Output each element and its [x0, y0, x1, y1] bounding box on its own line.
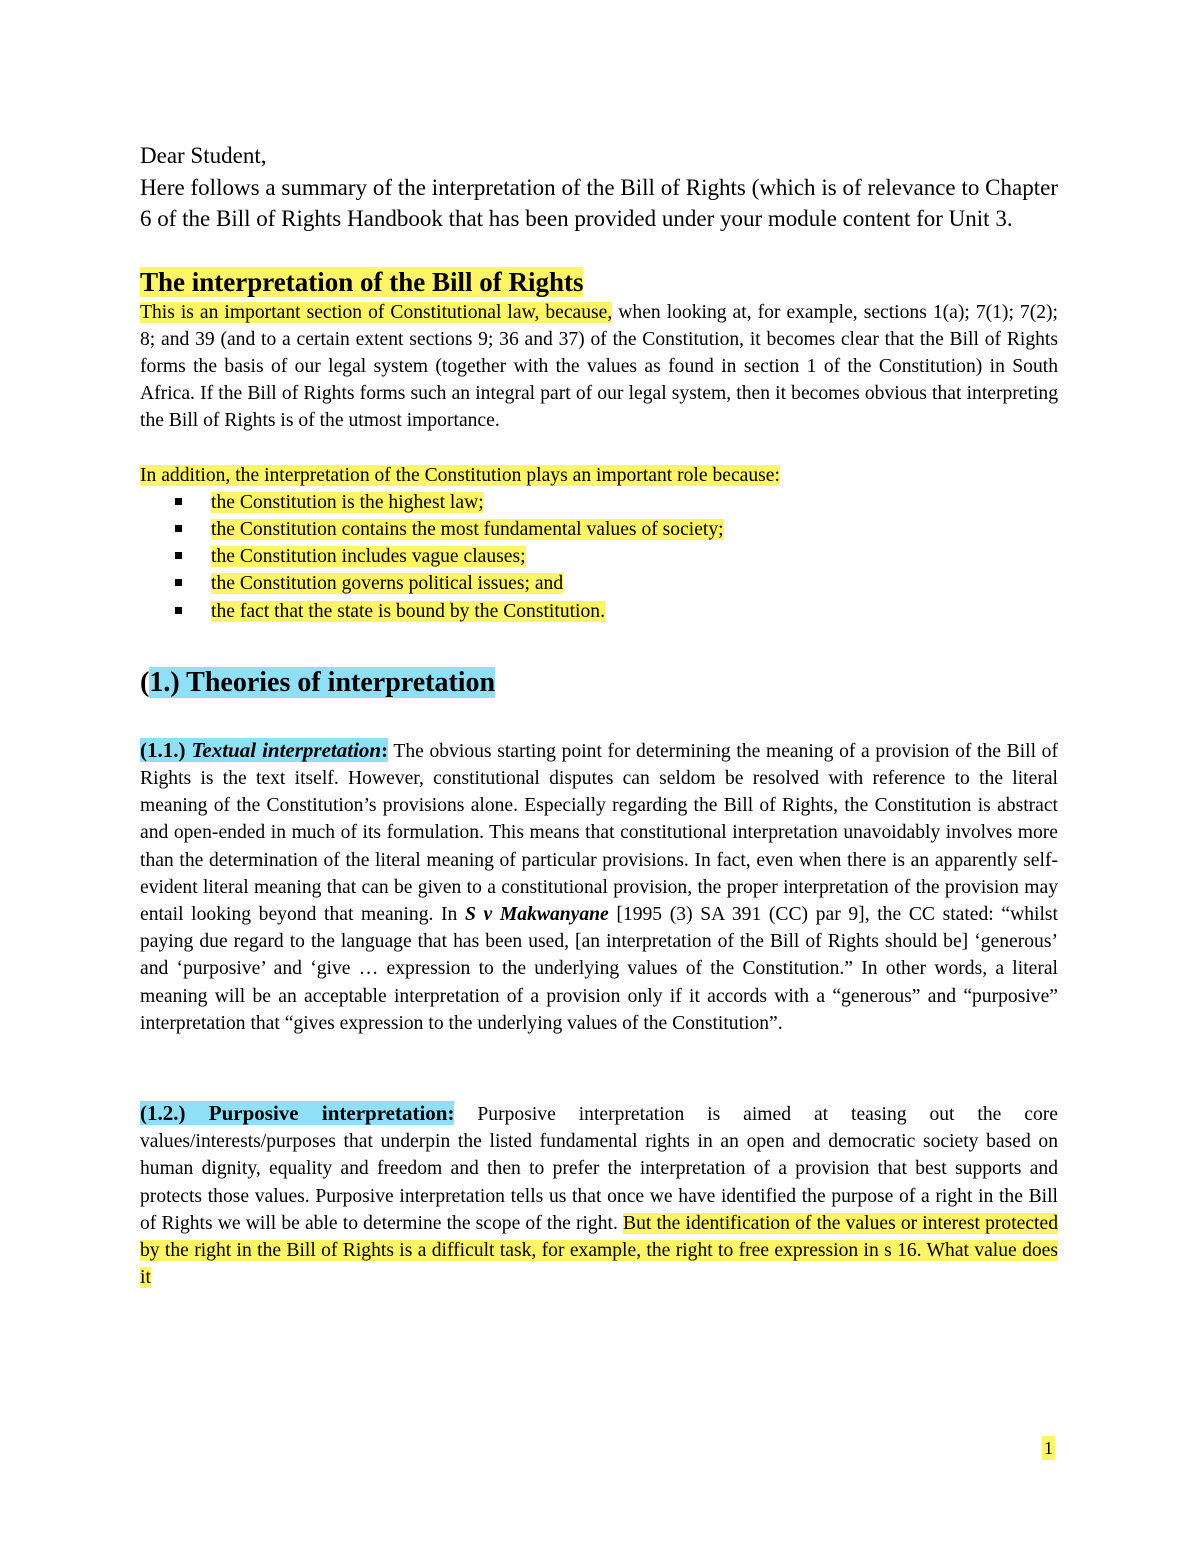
- list-item: the fact that the state is bound by the Constitution.: [175, 598, 1058, 625]
- paragraph-1: [140, 299, 1058, 435]
- list-item: the Constitution governs political issues; and: [175, 570, 1058, 597]
- main-heading-text: The interpretation of the Bill of Rights: [140, 266, 584, 297]
- section-1-title: 1.) Theories of interpretation: [149, 666, 496, 698]
- list-item: the Constitution contains the most fundamental values of society;: [175, 516, 1058, 543]
- paragraph-2-intro: In addition, the interpretation of the Constitution plays an important role because:: [140, 464, 780, 486]
- paragraph-1-rest: when looking at, for example, sections 1(a); 7(1); 7(2); 8; and 39 (and to a certain extent sections 9; 36 and 37) of the Constitution, it becomes clear that the Bill of Rights forms the basis of our legal system (together with the values as found in section 1 of the Constitution) in South Africa. If the Bill of Rights forms such an integral part of our legal system, then it becomes obvious that interpreting the Bill of Rights is of the utmost importance.: [140, 301, 1058, 432]
- greeting: Dear Student,: [140, 143, 267, 168]
- bullet-icon: [175, 579, 182, 586]
- subsection-1-1-text-b: [1995 (3) SA 391 (CC) par 9], the CC stated: “whilst paying due regard to the language that has been used, [an interpretation of the Bill of Rights should be] ‘generous’ and ‘purposive’ and ‘give … expression to the underlying values of the Constitution.” In other words, a literal meaning will be an acceptable interpretation of a provision only if it accords with a “generous” and “purposive” interpretation that “gives expression to the underlying values of the Constitution”.: [140, 903, 1058, 1034]
- subsection-1-2-text: Purposive interpretation is aimed at teasing out the core values/interests/purposes that underpin the listed fundamental rights in an open and democratic society based on human dignity, equality and freedom and then to prefer the interpretation of a provision that best supports and protects those values. Purposive interpretation tells us that once we have identified the purpose of a right in the Bill of Rights we will be able to determine the scope of the right.: [140, 1103, 1059, 1234]
- bullet-icon: [175, 552, 182, 559]
- list-item: the Constitution is the highest law;: [175, 489, 1058, 516]
- paragraph-2: [140, 462, 1058, 489]
- subsection-1-1-text-a: The obvious starting point for determining the meaning of a provision of the Bill of Rights is the text itself. However, constitutional disputes can seldom be resolved with reference to the literal meaning of the Constitution’s provisions alone. Especially regarding the Bill of Rights, the Constitution is abstract and open-ended in much of its formulation. This means that constitutional interpretation unavoidably involves more than the determination of the literal meaning of particular provisions. In fact, even when there is an apparently self-evident literal meaning that can be given to a constitutional provision, the proper interpretation of the provision may entail looking beyond that meaning. In: [140, 740, 1058, 925]
- subsection-1-1: [140, 737, 1058, 1037]
- bullet-icon: [175, 607, 182, 614]
- list-item: the Constitution includes vague clauses;: [175, 543, 1058, 570]
- intro-paragraph: Here follows a summary of the interpretation of the Bill of Rights (which is of relevance to Chapter 6 of the Bill of Rights Handbook that has been provided under your module content for Unit 3.: [140, 174, 1058, 231]
- reasons-list: [140, 489, 1058, 625]
- bullet-icon: [175, 525, 182, 532]
- main-heading: [140, 265, 1058, 299]
- subsection-1-2: [140, 1100, 1058, 1291]
- subsection-1-2-highlight: But the identification of the values or interest protected by the right in the Bill of Rights is a difficult task, for example, the right to free expression in s 16. What value does it: [140, 1212, 1058, 1289]
- page-number: 1: [1044, 1438, 1053, 1458]
- section-1-heading: [140, 665, 1058, 701]
- intro-block: [140, 140, 1058, 235]
- subsection-1-1-title: (1.1.) Textual interpretation:: [140, 737, 389, 762]
- section-1-paren: (: [140, 666, 150, 698]
- bullet-icon: [175, 498, 182, 505]
- document-body: [140, 140, 1058, 1291]
- paragraph-1-highlight: This is an important section of Constitutional law, because,: [140, 301, 613, 323]
- case-name: S v Makwanyane: [465, 903, 609, 925]
- subsection-1-2-title: (1.2.) Purposive interpretation:: [140, 1100, 455, 1125]
